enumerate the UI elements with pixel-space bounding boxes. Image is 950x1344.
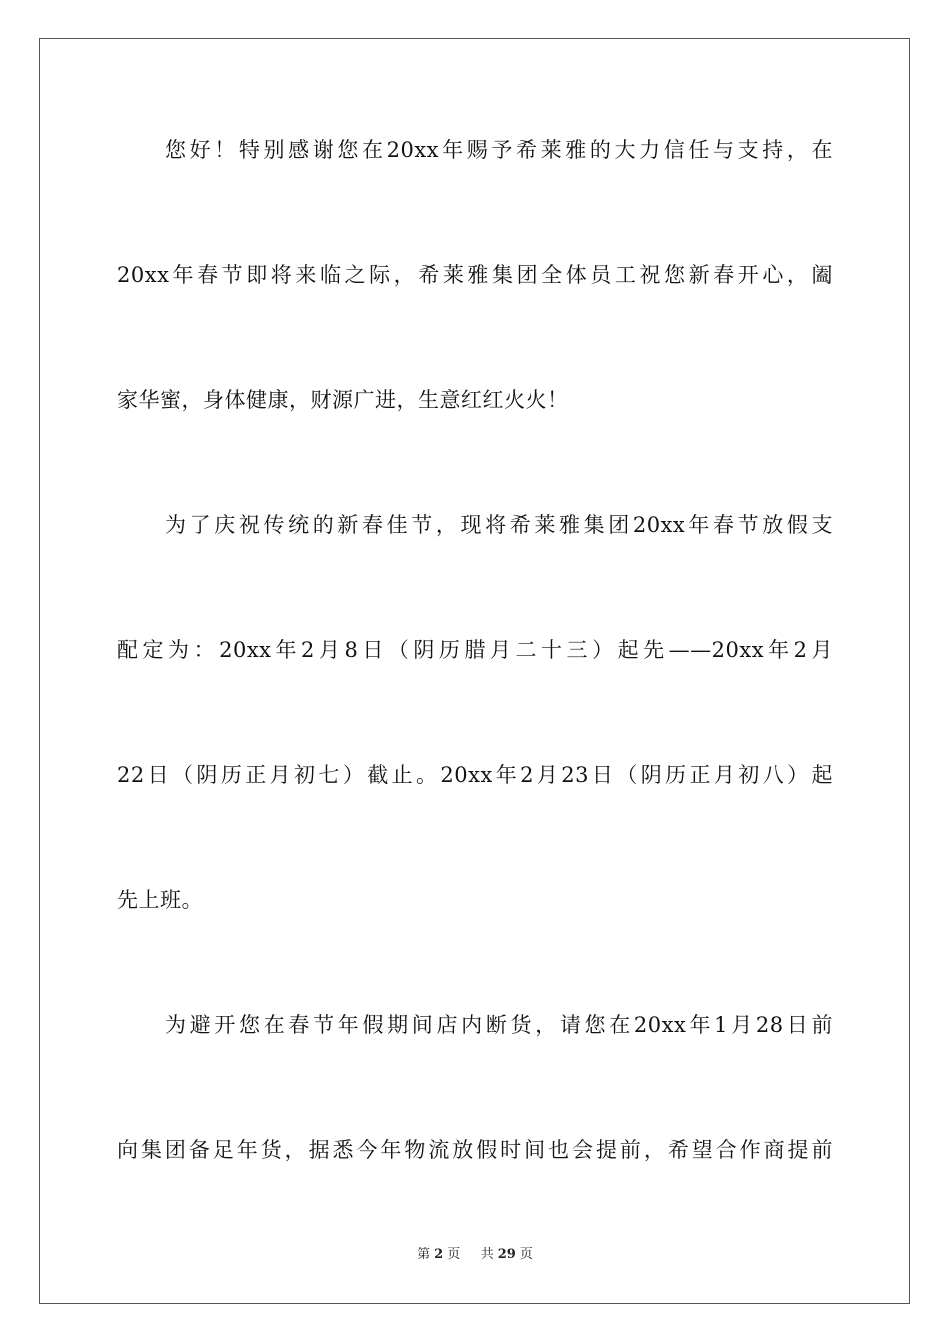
total-pages: 29 [497,1247,516,1262]
page-border [39,38,910,1304]
page-number: 2 [434,1247,444,1262]
paragraph-line: 为了庆祝传统的新春佳节，现将希莱雅集团20xx年春节放假支 [165,513,833,537]
paragraph-line: 先上班。 [117,888,203,912]
total-suffix: 页 [519,1247,533,1262]
paragraph-line: 为避开您在春节年假期间店内断货，请您在20xx年1月28日前 [165,1013,833,1037]
paragraph-line: 您好！特别感谢您在20xx年赐予希莱雅的大力信任与支持，在 [165,138,833,162]
total-prefix: 共 [480,1247,494,1262]
page-footer [0,1246,950,1264]
paragraph-line: 配定为：20xx年2月8日（阴历腊月二十三）起先——20xx年2月 [117,638,833,662]
paragraph-line: 22日（阴历正月初七）截止。20xx年2月23日（阴历正月初八）起 [117,763,833,787]
paragraph-line: 20xx年春节即将来临之际，希莱雅集团全体员工祝您新春开心，阖 [117,263,833,287]
page-prefix: 第 [417,1247,431,1262]
paragraph-line: 向集团备足年货，据悉今年物流放假时间也会提前，希望合作商提前 [117,1138,833,1162]
paragraph-line: 家华蜜，身体健康，财源广进，生意红红火火！ [117,388,569,412]
page-suffix: 页 [447,1247,461,1262]
